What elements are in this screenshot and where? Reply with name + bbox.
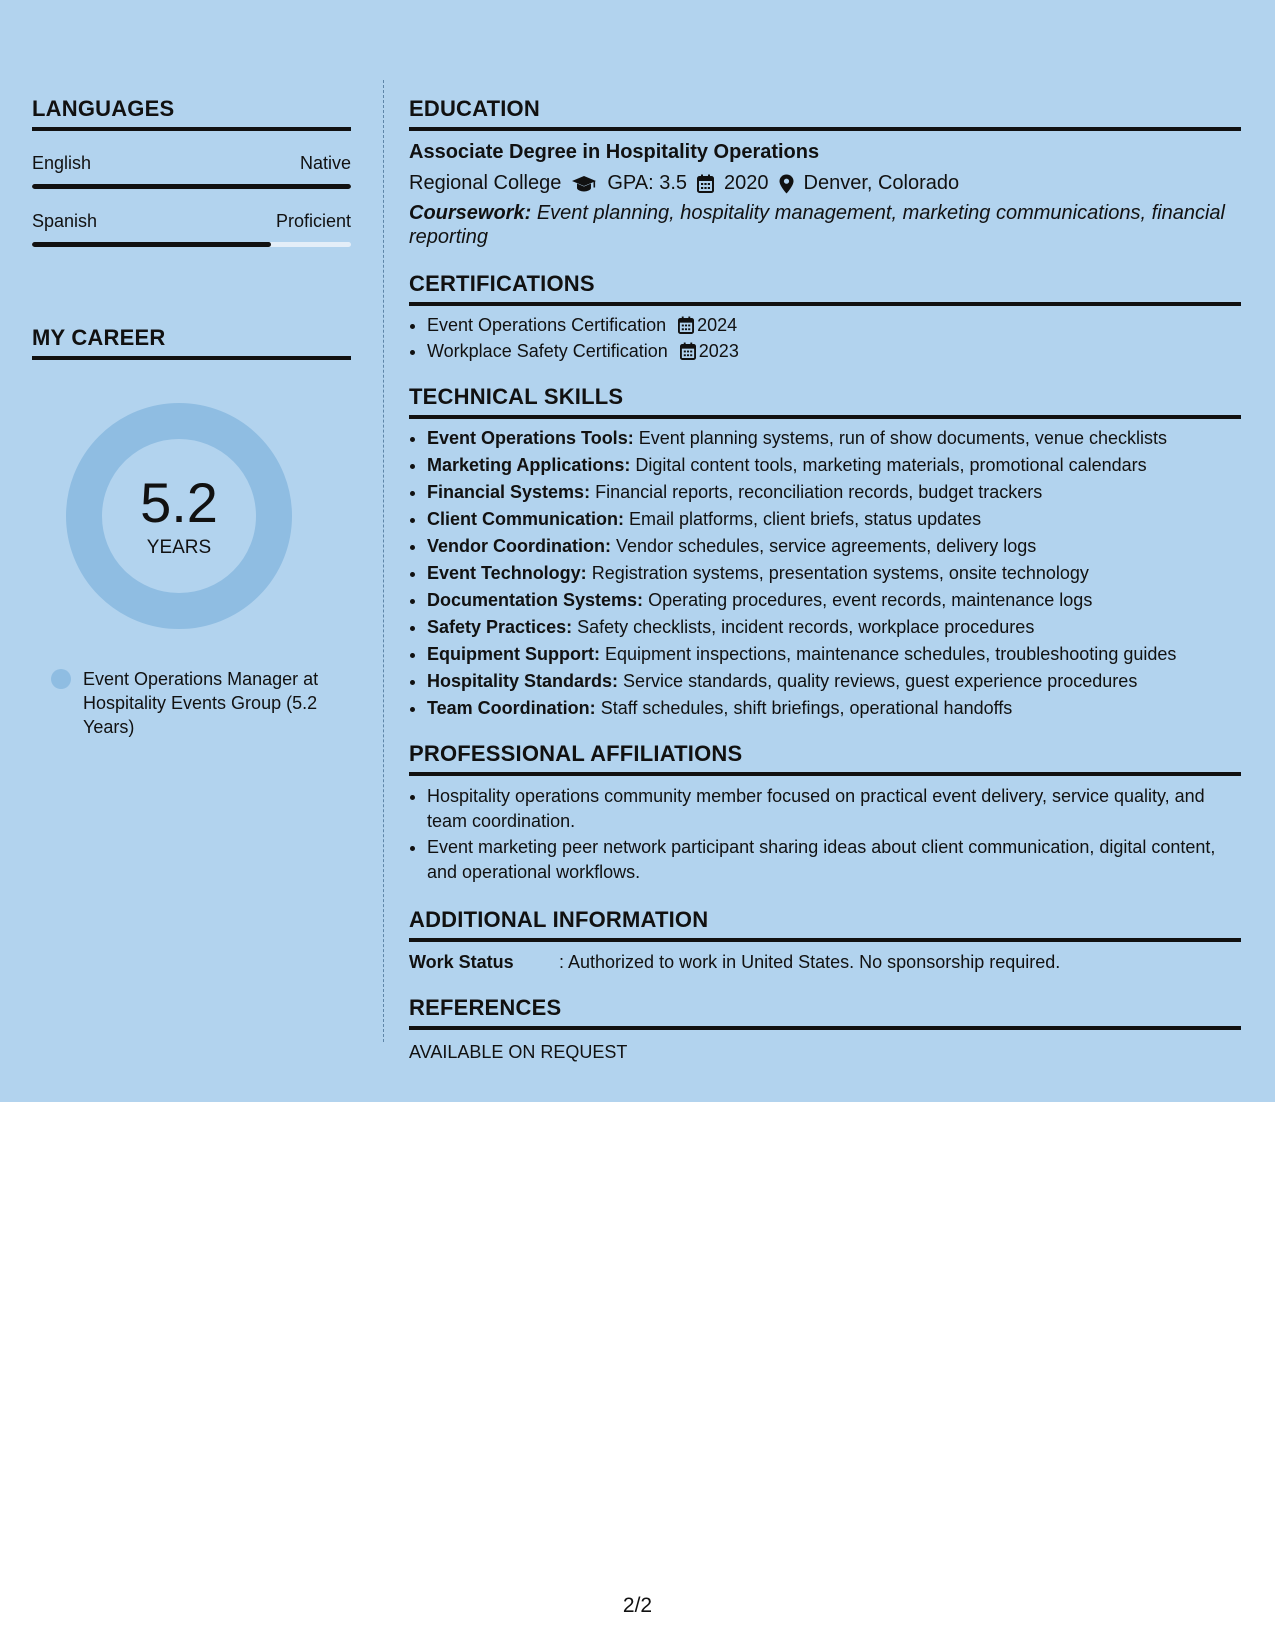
list-item <box>427 314 1241 336</box>
skill-label: Safety Practices: <box>427 617 573 637</box>
work-status-value: : Authorized to work in United States. No sponsorship required. <box>559 952 1061 972</box>
calendar-icon <box>678 316 694 334</box>
education-degree: Associate Degree in Hospitality Operations <box>409 141 820 163</box>
skill-text: Email platforms, client briefs, status updates <box>629 509 982 529</box>
technical-skills-title: TECHNICAL SKILLS <box>409 384 1241 419</box>
skill-text: Event planning systems, run of show documents, venue checklists <box>638 428 1167 448</box>
list-item <box>427 481 1241 503</box>
language-level-bar <box>32 184 351 189</box>
skill-text: Equipment inspections, maintenance schedules, troubleshooting guides <box>605 644 1177 664</box>
affiliations-title: PROFESSIONAL AFFILIATIONS <box>409 741 1241 776</box>
skill-text: Safety checklists, incident records, workplace procedures <box>577 617 1035 637</box>
list-item <box>427 427 1241 449</box>
certification-name: Workplace Safety Certification <box>427 341 668 361</box>
education-coursework <box>409 201 1241 249</box>
language-name: English <box>32 153 92 173</box>
list-item <box>427 616 1241 638</box>
skill-label: Financial Systems: <box>427 482 591 502</box>
calendar-icon <box>697 174 714 193</box>
skill-label: Team Coordination: <box>427 698 596 718</box>
skill-label: Event Technology: <box>427 563 587 583</box>
language-level: Native <box>299 153 351 173</box>
technical-skills-list <box>409 427 1241 719</box>
calendar-icon <box>680 342 696 360</box>
map-pin-icon <box>779 174 794 194</box>
education-meta <box>409 172 1241 195</box>
language-name: Spanish <box>32 211 98 231</box>
list-item <box>427 697 1241 719</box>
skill-label: Marketing Applications: <box>427 455 631 475</box>
column-divider <box>383 80 384 1042</box>
skill-label: Vendor Coordination: <box>427 536 611 556</box>
language-item-spanish <box>32 211 351 247</box>
list-item <box>427 670 1241 692</box>
career-title: MY CAREER <box>32 325 351 360</box>
additional-info-title: ADDITIONAL INFORMATION <box>409 907 1241 942</box>
list-item: • Hospitality operations community member focused on practical event delivery, service quality, and team coordination. <box>427 784 1241 834</box>
skill-text: Digital content tools, marketing materials, promotional calendars <box>635 455 1147 475</box>
career-legend-label: Event Operations Manager at Hospitality Events Group (5.2 Years) <box>83 669 319 737</box>
languages-title: LANGUAGES <box>32 96 351 131</box>
coursework-label: Coursework: <box>409 202 532 224</box>
skill-label: Client Communication: <box>427 509 624 529</box>
skill-label: Hospitality Standards: <box>427 671 619 691</box>
education-year: 2020 <box>724 172 769 194</box>
education-school: Regional College <box>409 172 562 194</box>
certification-year: 2024 <box>697 315 738 335</box>
career-donut-chart <box>66 403 292 629</box>
list-item <box>427 508 1241 530</box>
career-years-label: YEARS <box>146 537 212 558</box>
skill-text: Vendor schedules, service agreements, delivery logs <box>616 536 1037 556</box>
skill-label: Documentation Systems: <box>427 590 644 610</box>
certifications-title: CERTIFICATIONS <box>409 271 1241 306</box>
affiliations-list <box>409 784 1241 885</box>
coursework-text: Event planning, hospitality management, marketing communications, financial reporting <box>409 202 1225 248</box>
list-item <box>427 340 1241 362</box>
certifications-list <box>409 314 1241 362</box>
education-gpa: GPA: 3.5 <box>607 172 687 194</box>
skill-text: Service standards, quality reviews, guest experience procedures <box>623 671 1138 691</box>
work-status-label: Work Status <box>409 952 514 972</box>
language-level-fill <box>32 242 271 247</box>
dot-icon <box>51 669 71 689</box>
career-total-years: 5.2 <box>140 471 218 534</box>
skill-text: Registration systems, presentation systems, onsite technology <box>591 563 1089 583</box>
left-column <box>32 96 351 739</box>
skill-text: Staff schedules, shift briefings, operational handoffs <box>600 698 1013 718</box>
list-item: • Event marketing peer network participant sharing ideas about client communication, digital content, and operational workflows. <box>427 835 1241 885</box>
language-level: Proficient <box>275 211 351 231</box>
skill-label: Event Operations Tools: <box>427 428 634 448</box>
list-item <box>427 454 1241 476</box>
list-item <box>427 562 1241 584</box>
language-level-bar <box>32 242 351 247</box>
certification-name: Event Operations Certification <box>427 315 667 335</box>
work-status-row <box>409 952 1241 973</box>
language-level-fill <box>32 184 351 189</box>
skill-text: Operating procedures, event records, maintenance logs <box>648 590 1093 610</box>
graduation-cap-icon <box>571 175 597 193</box>
education-location: Denver, Colorado <box>803 172 960 194</box>
skill-text: Financial reports, reconciliation records, budget trackers <box>595 482 1043 502</box>
list-item <box>427 535 1241 557</box>
list-item <box>427 589 1241 611</box>
list-item <box>427 643 1241 665</box>
references-text: AVAILABLE ON REQUEST <box>409 1042 628 1062</box>
language-item-english <box>32 153 351 189</box>
education-title: EDUCATION <box>409 96 1241 131</box>
skill-label: Equipment Support: <box>427 644 600 664</box>
career-legend-item <box>51 667 341 739</box>
certification-year: 2023 <box>698 341 739 361</box>
references-title: REFERENCES <box>409 995 1241 1030</box>
right-column <box>409 96 1241 1063</box>
page-number: 2/2 <box>622 1594 653 1617</box>
